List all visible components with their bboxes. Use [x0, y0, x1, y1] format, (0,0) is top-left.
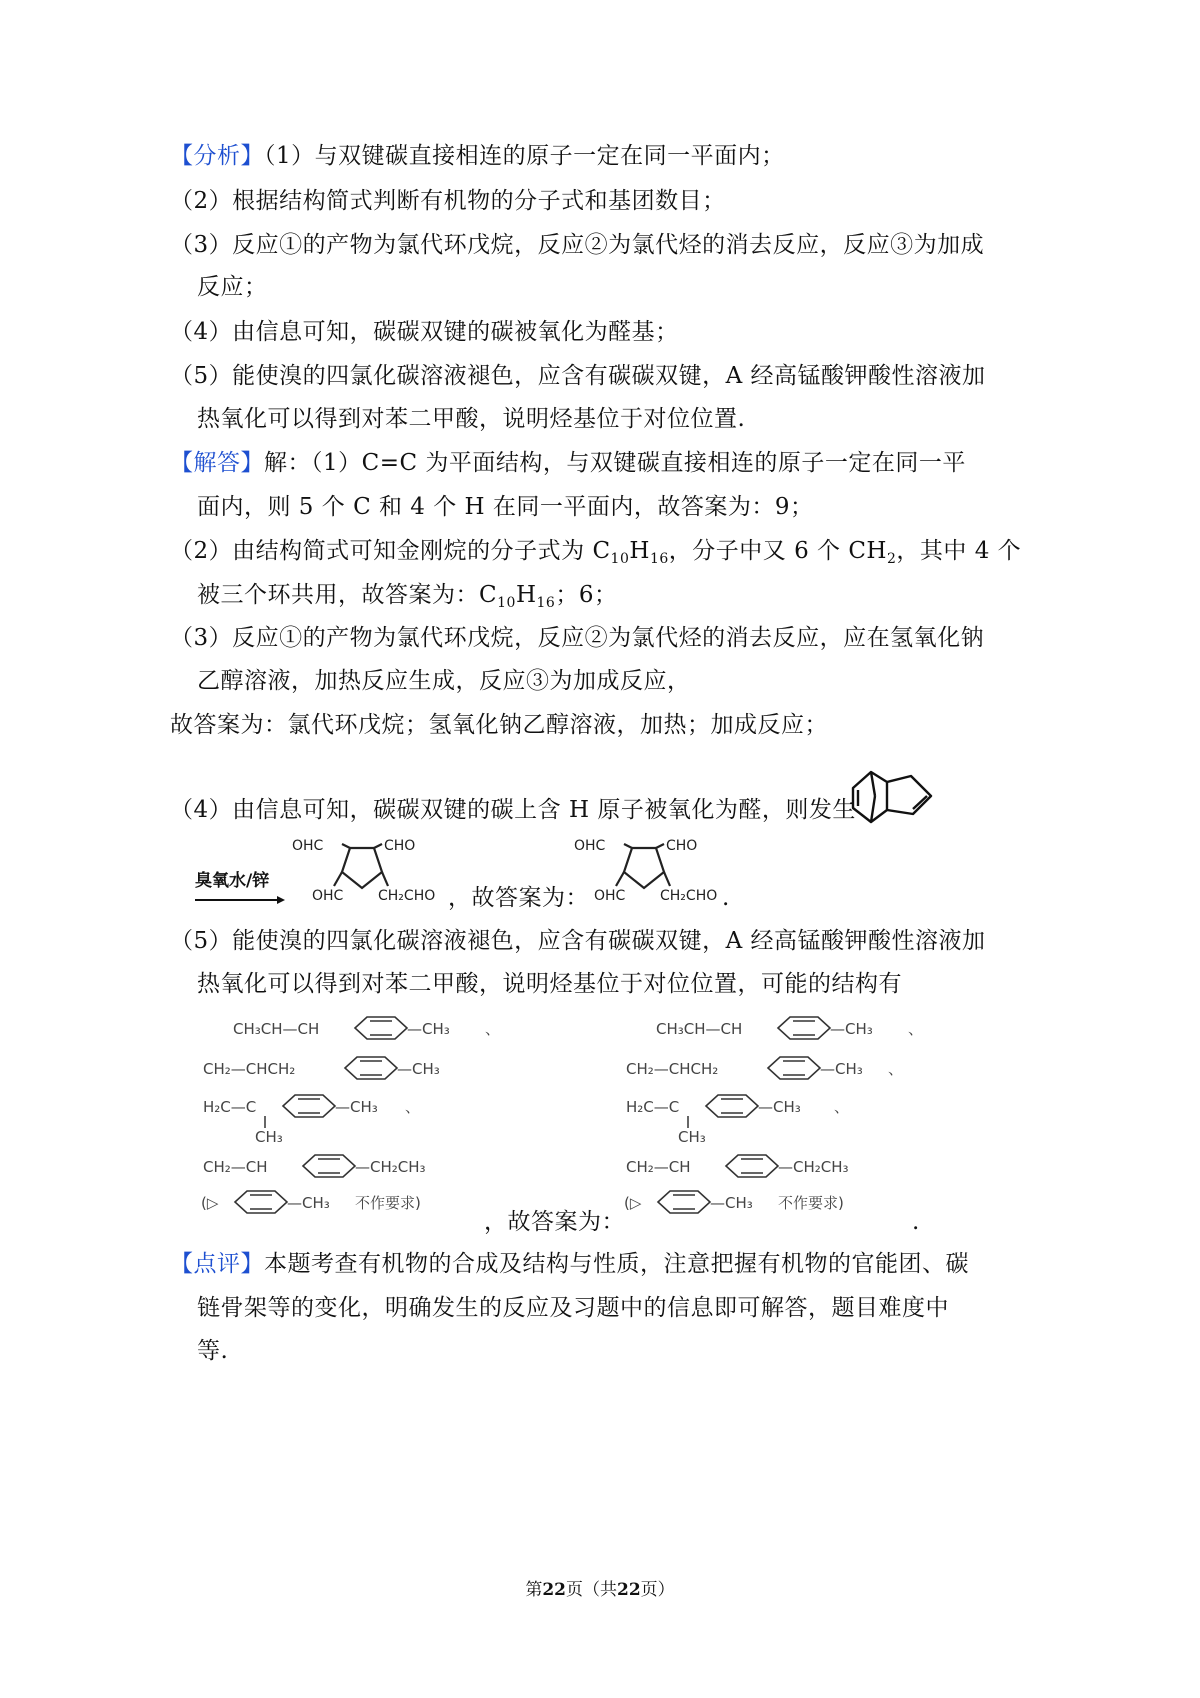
structure-5-note: 不作要求) — [355, 1194, 421, 1212]
answer-line-5b: 热氧化可以得到对苯二甲酸，说明烃基位于对位位置，可能的结构有 — [197, 971, 902, 997]
svg-text:—CH₃: —CH₃ — [710, 1194, 753, 1212]
analysis-line-5b: 热氧化可以得到对苯二甲酸，说明烃基位于对位位置. — [197, 406, 746, 432]
product-trialdehyde-2 — [572, 830, 732, 912]
answer-line-2b: 被三个环共用，故答案为：$C_{10}H_{16}$；6； — [197, 582, 618, 611]
structure-1-right: —CH₃ — [407, 1020, 450, 1038]
svg-text:—CH₃: —CH₃ — [830, 1020, 873, 1038]
structure-1-left: CH₃CH—CH — [233, 1020, 320, 1038]
structure-4-left: CH₂—CH — [203, 1158, 268, 1176]
structure-5-right: —CH₃ — [287, 1194, 330, 1212]
answer-line-3c: 故答案为：氯代环戊烷；氢氧化钠乙醇溶液，加热；加成反应； — [170, 712, 828, 738]
analysis-line-4: （4）由信息可知，碳碳双键的碳被氧化为醛基； — [170, 319, 679, 345]
svg-text:CH₃CH—CH: CH₃CH—CH — [656, 1020, 743, 1038]
ohc-label-2: OHC — [594, 888, 626, 904]
arrow-label: 臭氧水/锌 — [195, 871, 270, 891]
dicyclopentadiene-structure — [845, 762, 945, 834]
svg-text:、: 、 — [908, 1020, 924, 1038]
svg-text:CH₂—CHCH₂: CH₂—CHCH₂ — [626, 1060, 719, 1078]
structures-block-2 — [618, 1012, 928, 1232]
reaction-arrow — [193, 862, 285, 908]
cho-label: CHO — [666, 838, 698, 854]
ohc-label-2: OHC — [312, 888, 344, 904]
review-line-3: 等. — [197, 1338, 229, 1364]
structure-3-left: H₂C—C — [203, 1098, 257, 1116]
page-footer: 第22页（共22页） — [525, 1580, 675, 1600]
analysis-line-2: （2）根据结构简式判断有机物的分子式和基团数目； — [170, 188, 726, 214]
svg-text:CH₃: CH₃ — [678, 1128, 706, 1146]
svg-text:、: 、 — [834, 1098, 850, 1116]
analysis-line-5a: （5）能使溴的四氯化碳溶液褪色，应含有碳碳双键，A 经高锰酸钾酸性溶液加 — [170, 363, 986, 389]
product-trialdehyde-1 — [290, 830, 450, 912]
review-tag: 【点评】 — [170, 1251, 264, 1277]
answer-line-5-end: . — [912, 1209, 920, 1235]
analysis-line-3a: （3）反应①的产物为氯代环戊烷，反应②为氯代烃的消去反应，反应③为加成 — [170, 232, 985, 258]
structure-3-below: CH₃ — [255, 1128, 283, 1146]
page-total: 22 — [617, 1580, 641, 1600]
answer-line-4a: （4）由信息可知，碳碳双键的碳上含 H 原子被氧化为醛，则发生 — [170, 797, 856, 823]
svg-text:CH₂—CH: CH₂—CH — [626, 1158, 691, 1176]
ohc-label: OHC — [574, 838, 606, 854]
page-number: 22 — [542, 1580, 566, 1600]
answer-line-1a: 【解答】解：（1）C=C 为平面结构，与双键碳直接相连的原子一定在同一平 — [170, 450, 966, 476]
answer-line-4-end: . — [722, 885, 730, 911]
review-line-1: 【点评】本题考查有机物的合成及结构与性质，注意把握有机物的官能团、碳 — [170, 1251, 969, 1277]
ohc-label: OHC — [292, 838, 324, 854]
answer-line-3a: （3）反应①的产物为氯代环戊烷，反应②为氯代烃的消去反应，应在氢氧化钠 — [170, 625, 985, 651]
answer-tag: 【解答】 — [170, 450, 264, 476]
svg-text:—CH₂CH₃: —CH₂CH₃ — [778, 1158, 849, 1176]
svg-text:、: 、 — [405, 1098, 421, 1116]
cho-label: CHO — [384, 838, 416, 854]
ch2cho-label: CH₂CHO — [660, 888, 718, 904]
svg-text:不作要求): 不作要求) — [778, 1194, 844, 1212]
answer-line-3b: 乙醇溶液，加热反应生成，反应③为加成反应， — [197, 668, 691, 694]
svg-text:—CH₃: —CH₃ — [820, 1060, 863, 1078]
answer-line-5-mid: ，故答案为： — [484, 1209, 625, 1235]
svg-text:(▷: (▷ — [624, 1194, 642, 1212]
review-line-2: 链骨架等的变化，明确发生的反应及习题中的信息即可解答，题目难度中 — [197, 1295, 949, 1321]
analysis-line-3b: 反应； — [197, 274, 268, 300]
structure-5-left: (▷ — [201, 1194, 219, 1212]
structure-2-left: CH₂—CHCH₂ — [203, 1060, 296, 1078]
structure-4-right: —CH₂CH₃ — [355, 1158, 426, 1176]
answer-line-2a: （2）由结构简式可知金刚烷的分子式为 $C_{10}H_{16}$，分子中又 6 个 $CH_2$，其中 4 个 — [170, 538, 1022, 567]
structures-block-1 — [195, 1012, 505, 1232]
analysis-tag: 【分析】 — [170, 143, 264, 169]
svg-text:、: 、 — [888, 1060, 904, 1078]
svg-text:、: 、 — [485, 1020, 501, 1038]
svg-text:—CH₃: —CH₃ — [758, 1098, 801, 1116]
structure-3-right: —CH₃ — [335, 1098, 378, 1116]
svg-text:H₂C—C: H₂C—C — [626, 1098, 680, 1116]
answer-line-4-mid: ，故答案为： — [448, 885, 589, 911]
ch2cho-label: CH₂CHO — [378, 888, 436, 904]
structure-2-right: —CH₃ — [397, 1060, 440, 1078]
answer-line-1b: 面内，则 5 个 C 和 4 个 H 在同一平面内，故答案为：9； — [197, 494, 814, 520]
answer-line-5a: （5）能使溴的四氯化碳溶液褪色，应含有碳碳双键，A 经高锰酸钾酸性溶液加 — [170, 928, 986, 954]
analysis-line-1: 【分析】（1）与双键碳直接相连的原子一定在同一平面内； — [170, 143, 785, 169]
